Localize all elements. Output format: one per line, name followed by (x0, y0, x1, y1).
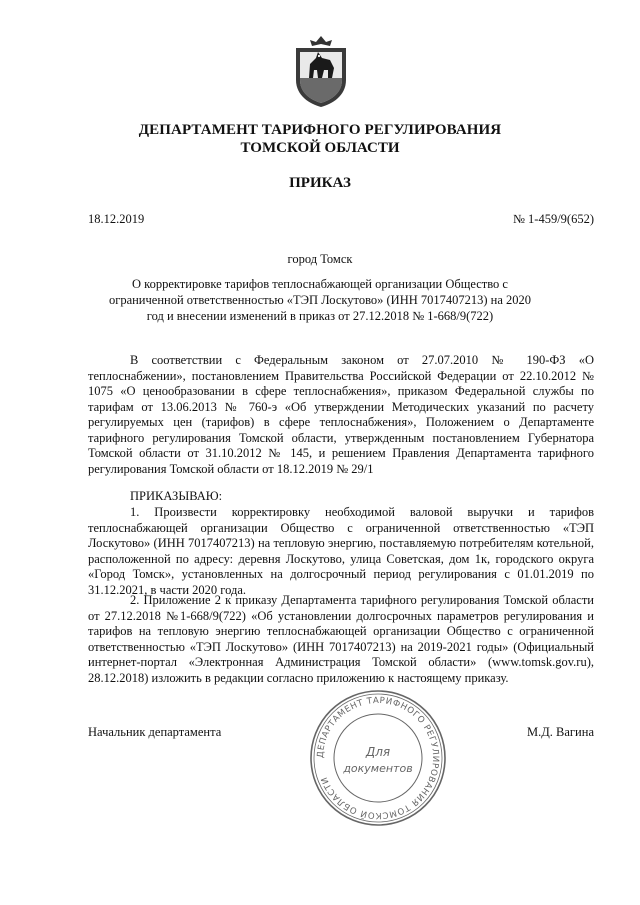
seal-ring-text: ДЕПАРТАМЕНТ ТАРИФНОГО РЕГУЛИРОВАНИЯ ТОМСКОЙ ОБЛАСТИ (315, 695, 441, 821)
signer-name: М.Д. Вагина (527, 725, 594, 739)
order-item-1: 1. Произвести корректировку необходимой валовой выручки и тарифов теплоснабжающей организации Общество с ограниченной ответственностью «ТЭП Лоскутово» (ИНН 7017407213) на тепловую энергию, поставляемую потребителям котельной, расположенной по адресу: деревня Лоскутово, улица Советская, дом 1к, городского округа «Город Томск», установленных на долгосрочный период регулирования с 01.01.2019 по 31.12.2021, в части 2020 года. (88, 505, 594, 597)
document-subject: О корректировке тарифов теплоснабжающей организации Общество с ограниченной ответственностью «ТЭП Лоскутово» (ИНН 7017407213) на 2020 год и внесении изменений в приказ от 27.12.2018 № 1-668/9(722) (108, 277, 532, 323)
coat-of-arms-icon (292, 34, 350, 108)
signer-title: Начальник департамента (88, 725, 222, 739)
seal-center-line2: документов (343, 762, 413, 775)
order-word: ПРИКАЗЫВАЮ: (130, 489, 223, 503)
document-type-title: ПРИКАЗ (289, 175, 351, 191)
official-seal-stamp (308, 688, 448, 828)
document-date: 18.12.2019 (88, 212, 145, 226)
department-name-line2: ТОМСКОЙ ОБЛАСТИ (240, 140, 400, 156)
document-city: город Томск (287, 252, 353, 266)
document-number: № 1-459/9(652) (512, 212, 594, 226)
preamble-paragraph: В соответствии с Федеральным законом от 27.07.2010 № 190-ФЗ «О теплоснабжении», постановлением Правительства Российской Федерации от 22.10.2012 № 1075 «О ценообразовании в сфере теплоснабжения», приказом Федеральной службы по тарифам от 13.06.2013 № 760-э «Об утверждении Методических указаний по расчету регулируемых цен (тарифов) в сфере теплоснабжения», Положением о Департаменте тарифного регулирования Томской области, утвержденным постановлением Губернатора Томской области от 31.10.2012 № 145, и решением Правления Департамента тарифного регулирования Томской области от 18.12.2019 № 29/1 (88, 353, 594, 476)
order-item-2: 2. Приложение 2 к приказу Департамента тарифного регулирования Томской области от 27.12.2018 №1-668/9(722) «Об установлении долгосрочных параметров регулирования и тарифов на тепловую энергию теплоснабжающей организации Общество с ограниченной ответственностью «ТЭП Лоскутово» (ИНН 7017407213) на 2019-2021 годы» (Официальный интернет-портал «Электронная Администрация Томской области» (www.tomsk.gov.ru), 28.12.2018) изложить в редакции согласно приложению к настоящему приказу. (88, 593, 594, 685)
seal-center-line1: Для (365, 745, 391, 759)
department-name-line1: ДЕПАРТАМЕНТ ТАРИФНОГО РЕГУЛИРОВАНИЯ (138, 122, 502, 138)
